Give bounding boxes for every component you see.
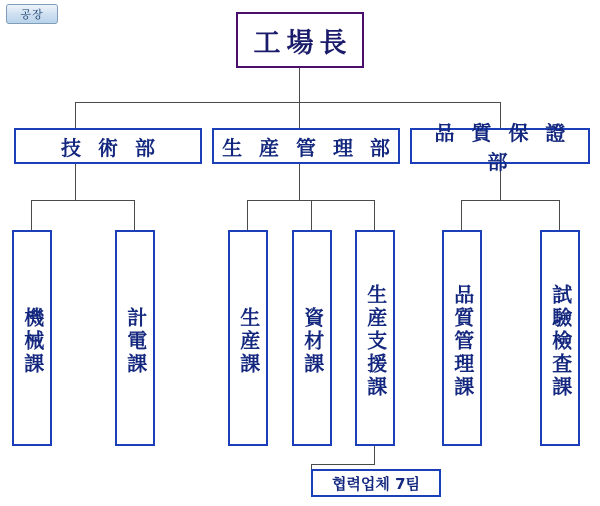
node-team-materials-label: 資材課 — [300, 306, 325, 376]
node-partner-companies[interactable] — [311, 469, 441, 497]
node-team-instrument-electrical-label: 計電課 — [123, 306, 148, 376]
node-dept-engineering-label: 技 術 部 — [61, 135, 160, 160]
connector-dept3-bus — [461, 200, 559, 201]
connector-team6-drop — [461, 200, 462, 230]
connector-root-vertical — [299, 68, 300, 102]
node-team-production-label: 生産課 — [236, 306, 261, 376]
node-team-production[interactable] — [228, 230, 268, 446]
node-team-machinery-label: 機械課 — [20, 306, 45, 376]
node-team-machinery[interactable] — [12, 230, 52, 446]
node-partner-companies-label: 협력업체 7팀 — [331, 474, 421, 493]
connector-dept1-drop — [75, 102, 76, 128]
connector-dept2-stem — [299, 164, 300, 200]
node-team-quality-control-label: 品質管理課 — [450, 283, 475, 399]
node-team-production-support-label: 生産支援課 — [363, 283, 388, 399]
node-team-materials[interactable] — [292, 230, 332, 446]
connector-team1-drop — [31, 200, 32, 230]
node-team-instrument-electrical[interactable] — [115, 230, 155, 446]
node-team-test-inspection-label: 試驗檢査課 — [548, 283, 573, 399]
node-dept-production-management-label: 生 産 管 理 部 — [222, 135, 395, 160]
connector-partner-stem — [374, 446, 375, 464]
node-factory-manager[interactable] — [236, 12, 364, 68]
connector-team2-drop — [134, 200, 135, 230]
connector-team7-drop — [559, 200, 560, 230]
node-factory-manager-label: 工場長 — [253, 27, 353, 59]
node-dept-quality-assurance[interactable] — [410, 121, 590, 174]
node-team-production-support[interactable] — [355, 230, 395, 446]
connector-team4-drop — [311, 200, 312, 230]
connector-dept2-drop — [299, 102, 300, 128]
connector-dept-bus — [75, 102, 500, 103]
connector-partner-bus — [311, 464, 375, 465]
connector-team5-drop — [374, 200, 375, 230]
node-dept-quality-assurance-label: 品 質 保 證 部 — [434, 121, 571, 174]
node-team-quality-control[interactable] — [442, 230, 482, 446]
node-team-test-inspection[interactable] — [540, 230, 580, 446]
connector-dept1-stem — [75, 164, 76, 200]
node-dept-engineering[interactable] — [14, 128, 202, 164]
node-dept-production-management[interactable] — [212, 128, 400, 164]
factory-tag: 공장 — [6, 4, 58, 24]
connector-team3-drop — [247, 200, 248, 230]
connector-dept1-bus — [31, 200, 134, 201]
